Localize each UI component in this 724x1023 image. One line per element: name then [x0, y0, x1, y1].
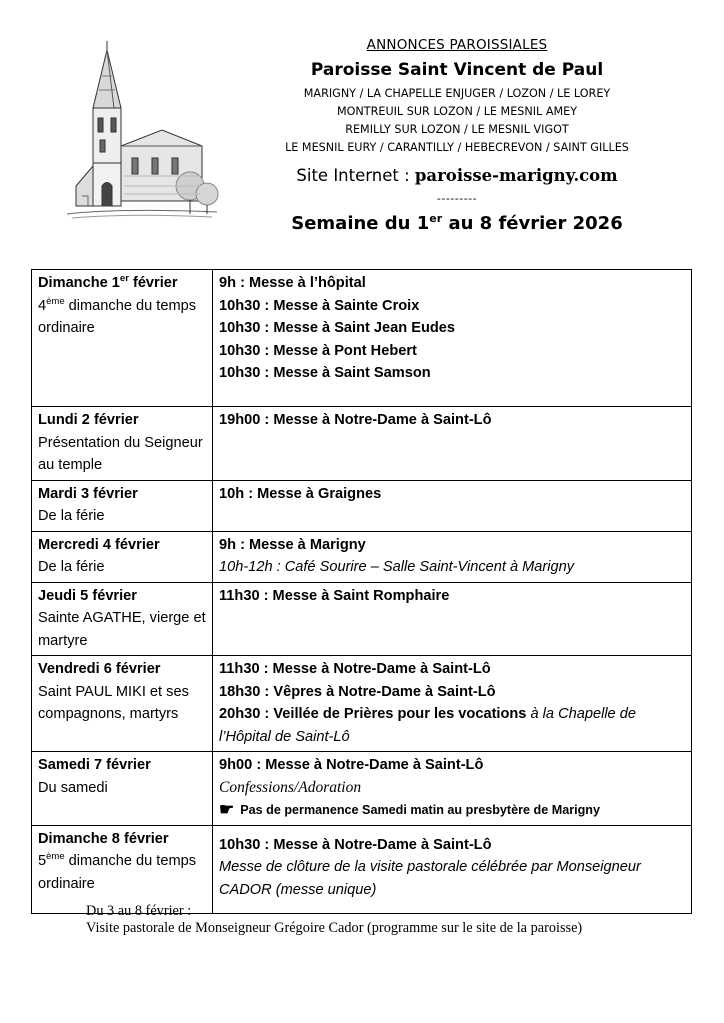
liturgy-after: dimanche du temps ordinaire [38, 853, 197, 892]
table-row [32, 582, 692, 656]
day-liturgy [38, 295, 206, 340]
day-name: Dimanche 8 février [38, 830, 169, 847]
events-cell [213, 752, 692, 826]
event: 10h30 : Messe à Notre-Dame à Saint-Lô [219, 836, 492, 853]
day-name-after: février [128, 275, 178, 291]
event-vigil [219, 703, 685, 748]
day-cell [32, 531, 213, 582]
confessions-line: Confessions/Adoration [219, 778, 362, 796]
vigil-bold: 20h30 : Veillée de Prières pour les vocations [219, 706, 531, 722]
day-liturgy: De la férie [38, 508, 105, 524]
notice [219, 799, 685, 822]
day-liturgy: Du samedi [38, 779, 108, 796]
village-line-2: MONTREUIL SUR LOZON / LE MESNIL AMEY [336, 105, 578, 118]
day-cell [32, 407, 213, 481]
footer-date-range: Du 3 au 8 février : [86, 903, 192, 919]
events-cell [213, 480, 692, 531]
day-cell [32, 270, 213, 407]
event: 9h00 : Messe à Notre-Dame à Saint-Lô [219, 757, 484, 773]
announcements-title: ANNONCES PAROISSIALES [366, 37, 548, 53]
event: 10h30 : Messe à Saint Samson [219, 365, 431, 381]
event: 18h30 : Vêpres à Notre-Dame à Saint-Lô [219, 683, 496, 700]
village-line-1: MARIGNY / LA CHAPELLE ENJUGER / LOZON / LE LOREY [303, 87, 611, 100]
table-row [32, 270, 692, 407]
events-cell [213, 531, 692, 582]
liturgy-prefix: 4 [38, 297, 47, 314]
website-url[interactable]: paroisse-marigny.com [414, 166, 618, 185]
day-cell [32, 582, 213, 656]
events-cell [213, 270, 692, 407]
website-line [250, 166, 664, 185]
day-name: Jeudi 5 février [38, 587, 137, 604]
day-cell [32, 656, 213, 752]
day-liturgy: Saint PAUL MIKI et ses compagnons, martyrs [38, 683, 189, 722]
day-name: Vendredi 6 février [38, 661, 161, 677]
liturgy-prefix: 5 [38, 853, 47, 869]
event: 10h30 : Messe à Pont Hebert [219, 342, 417, 359]
table-row [32, 825, 692, 913]
day-liturgy: Présentation du Seigneur au temple [38, 434, 203, 473]
day-cell [32, 825, 213, 913]
event: 10h30 : Messe à Sainte Croix [219, 297, 420, 314]
event-italic: Messe de clôture de la visite pastorale célébrée par Monseigneur CADOR (messe unique) [219, 859, 641, 898]
day-liturgy [38, 850, 206, 895]
event: 10h30 : Messe à Saint Jean Eudes [219, 320, 456, 336]
event: 19h00 : Messe à Notre-Dame à Saint-Lô [219, 412, 492, 428]
schedule-table [31, 269, 692, 914]
notice-text: Pas de permanence Samedi matin au presbytère de Marigny [240, 803, 601, 817]
event: 9h : Messe à Marigny [219, 536, 366, 553]
week-title-prefix: Semaine du 1 [291, 213, 430, 234]
day-name-sup: er [119, 273, 129, 285]
liturgy-sup: ème [46, 851, 65, 863]
week-title [250, 213, 664, 234]
day-name: Samedi 7 février [38, 757, 151, 773]
events-cell [213, 582, 692, 656]
day-cell [32, 480, 213, 531]
header-separator: --------- [436, 192, 478, 205]
event-italic: 10h-12h : Café Sourire – Salle Saint-Vincent à Marigny [219, 559, 575, 575]
parish-name: Paroisse Saint Vincent de Paul [310, 60, 604, 80]
events-cell [213, 407, 692, 481]
table-row [32, 407, 692, 481]
day-liturgy: De la férie [38, 559, 105, 575]
event: 9h : Messe à l’hôpital [219, 275, 366, 291]
table-row [32, 531, 692, 582]
day-name [38, 272, 206, 295]
events-cell [213, 825, 692, 913]
event: 11h30 : Messe à Saint Romphaire [219, 587, 450, 604]
church-illustration [62, 36, 222, 226]
event: 10h : Messe à Graignes [219, 485, 382, 502]
footer-visit-note: Visite pastorale de Monseigneur Grégoire Cador (programme sur le site de la paroisse) [86, 920, 583, 936]
events-cell [213, 656, 692, 752]
village-line-3: REMILLY SUR LOZON / LE MESNIL VIGOT [345, 123, 569, 136]
day-name: Mardi 3 février [38, 485, 138, 502]
village-line-4: LE MESNIL EURY / CARANTILLY / HEBECREVON / SAINT GILLES [285, 141, 629, 154]
liturgy-after: dimanche du temps ordinaire [38, 297, 197, 336]
week-title-suffix: au 8 février 2026 [442, 213, 623, 234]
day-cell [32, 752, 213, 826]
day-liturgy: Sainte AGATHE, vierge et martyre [38, 610, 206, 649]
vigil-italic: à la Chapelle de l’Hôpital de Saint-Lô [219, 706, 636, 745]
week-title-sup: er [429, 212, 443, 225]
website-label: Site Internet : [296, 166, 415, 185]
table-row [32, 752, 692, 826]
liturgy-sup: ème [46, 295, 65, 307]
day-name-text: Dimanche 1 [38, 275, 120, 291]
table-row [32, 656, 692, 752]
event: 11h30 : Messe à Notre-Dame à Saint-Lô [219, 661, 491, 677]
table-row [32, 480, 692, 531]
pointing-hand-icon: ☛ [219, 800, 235, 819]
day-name: Mercredi 4 février [38, 536, 160, 553]
day-name: Lundi 2 février [38, 412, 139, 428]
